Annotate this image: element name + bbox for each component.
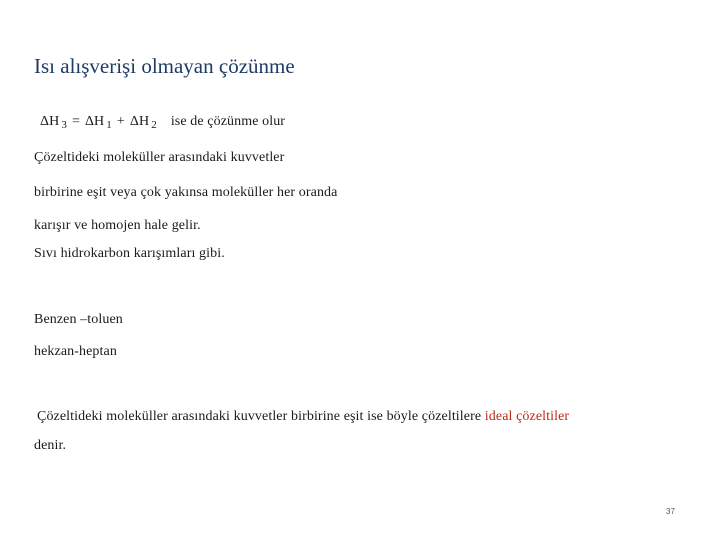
example-benzene-toluene: Benzen –toluen — [34, 312, 123, 327]
equation-suffix: ise de çözünme olur — [170, 114, 286, 129]
body-line-3: karışır ve homojen hale gelir. — [34, 218, 201, 233]
enthalpy-symbol: H — [94, 114, 105, 129]
delta-symbol: Δ — [84, 114, 95, 129]
delta-symbol: Δ — [40, 114, 50, 129]
subscript-1: 1 — [106, 119, 112, 131]
final-sentence-suffix: denir. — [34, 438, 67, 453]
example-hexane-heptane: hekzan-heptan — [34, 344, 117, 359]
ideal-solutions-highlight: ideal çözeltiler — [484, 409, 570, 424]
final-sentence — [37, 409, 569, 425]
body-line-1: Çözeltideki moleküller arasındaki kuvvetler — [34, 150, 285, 165]
slide-title: Isı alışverişi olmayan çözünme — [34, 54, 295, 78]
plus-sign: + — [116, 114, 125, 129]
body-line-4: Sıvı hidrokarbon karışımları gibi. — [34, 246, 225, 261]
subscript-2: 2 — [151, 119, 157, 131]
enthalpy-symbol: H — [49, 114, 60, 129]
enthalpy-equation — [40, 114, 285, 130]
body-line-2: birbirine eşit veya çok yakınsa moleküller her oranda — [34, 185, 338, 200]
equals-sign: = — [71, 114, 80, 129]
subscript-3: 3 — [61, 119, 67, 131]
enthalpy-symbol: H — [138, 114, 150, 129]
delta-symbol: Δ — [129, 114, 139, 129]
final-sentence-prefix: Çözeltideki moleküller arasındaki kuvvetler birbirine eşit ise böyle çözeltilere — [37, 409, 482, 424]
page-number: 37 — [666, 507, 675, 516]
